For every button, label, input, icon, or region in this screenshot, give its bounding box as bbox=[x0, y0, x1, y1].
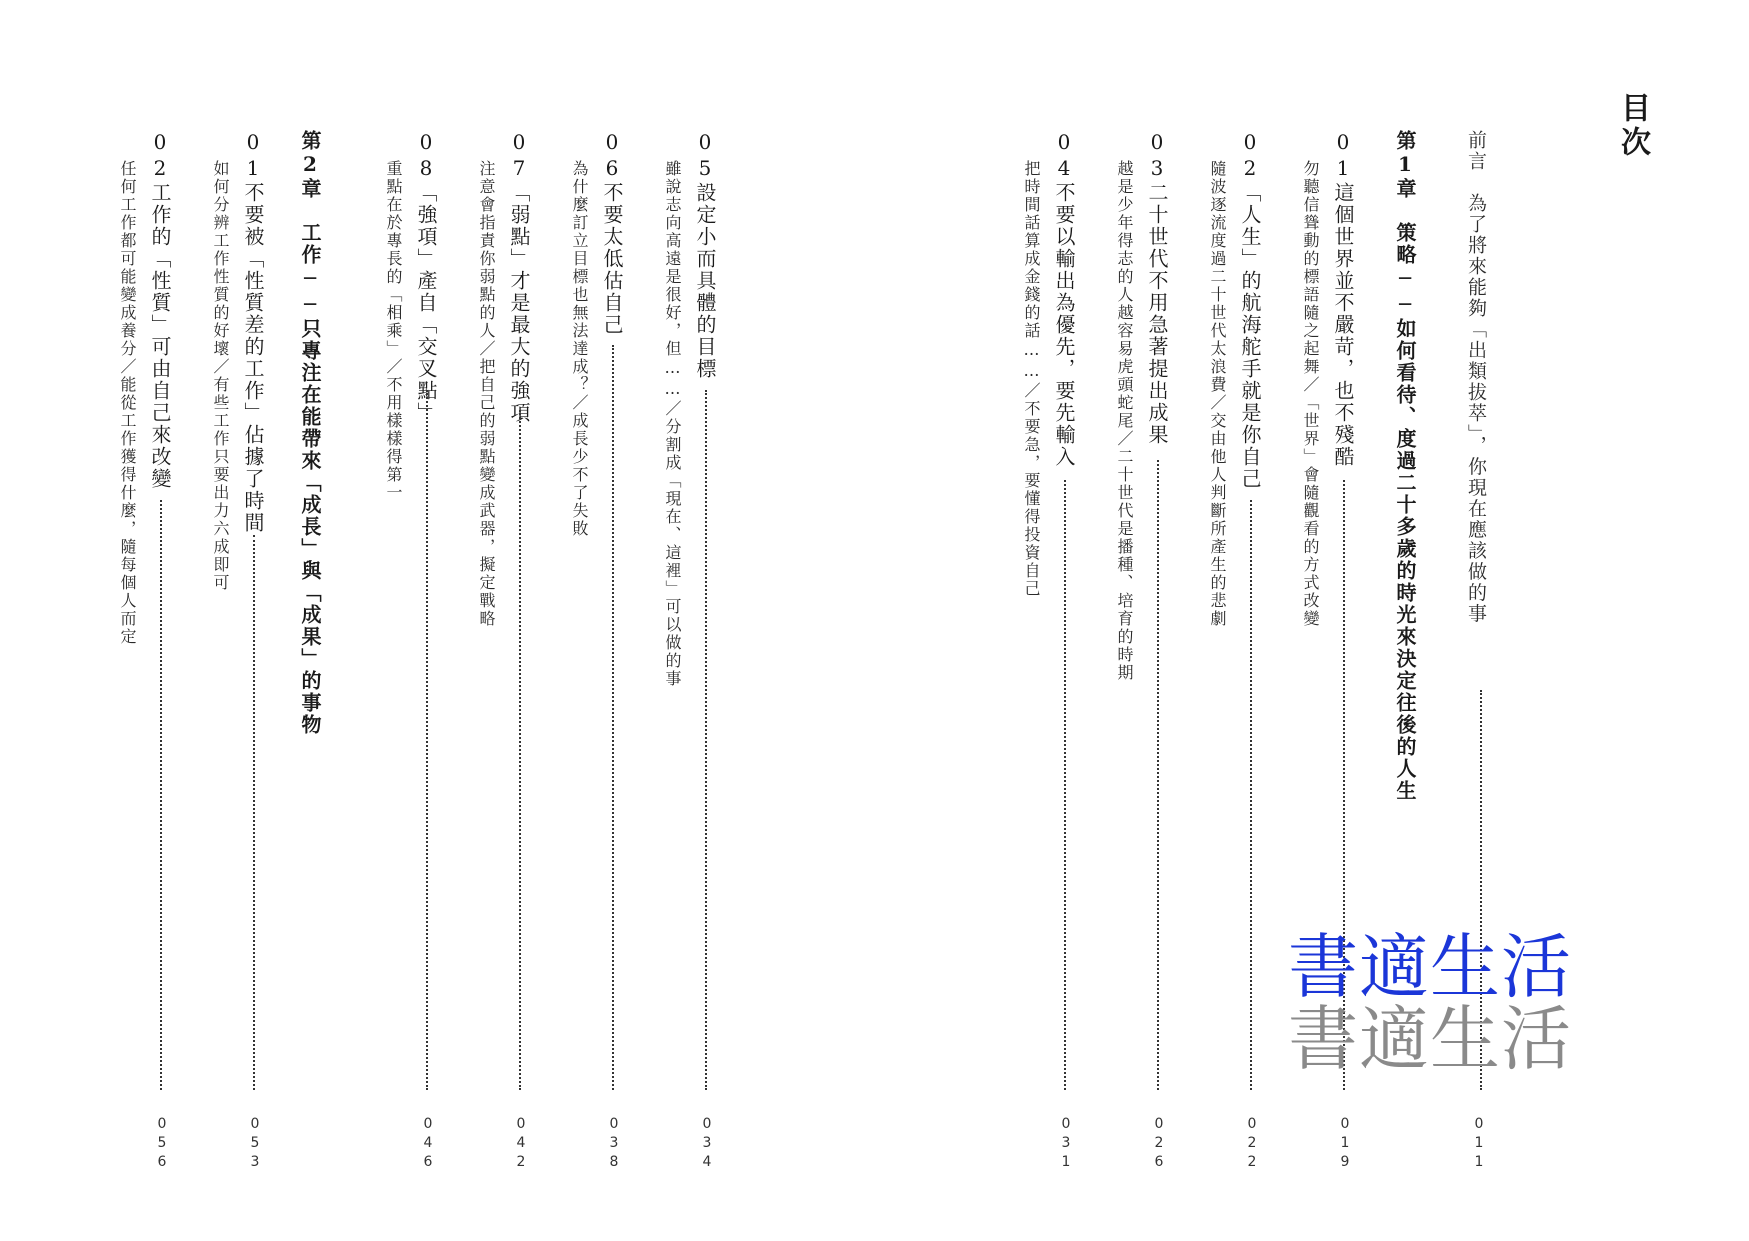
page-number: 026 bbox=[1151, 1116, 1167, 1173]
dotted-leader bbox=[1250, 500, 1252, 1090]
entry-title: 不要太低估自己 bbox=[600, 182, 624, 336]
entry-title: 「強項」產自「交叉點」 bbox=[414, 182, 438, 424]
toc-entry[interactable] bbox=[243, 130, 263, 534]
entry-number: 06 bbox=[600, 130, 624, 182]
toc-entry[interactable] bbox=[1240, 130, 1260, 490]
entry-number: 01 bbox=[1331, 130, 1355, 182]
entry-number: 02 bbox=[148, 130, 172, 182]
toc-preface[interactable] bbox=[1466, 130, 1485, 625]
page-number: 022 bbox=[1244, 1116, 1260, 1173]
page-number: 011 bbox=[1471, 1116, 1487, 1173]
entry-subtitle: 雖說志向高遠是很好，但……／分割成「現在、這裡」可以做的事 bbox=[663, 160, 682, 688]
entry-subtitle: 注意會指責你弱點的人／把自己的弱點變成武器，擬定戰略 bbox=[477, 160, 496, 628]
page-number: 038 bbox=[606, 1116, 622, 1173]
page-title: 目次 bbox=[1615, 92, 1650, 160]
entry-number: 01 bbox=[241, 130, 265, 182]
toc-entry[interactable] bbox=[150, 130, 170, 490]
entry-subtitle: 隨波逐流度過二十世代太浪費／交由他人判斷所產生的悲劇 bbox=[1208, 160, 1227, 628]
entry-subtitle: 勿聽信聳動的標語隨之起舞／「世界」會隨觀看的方式改變 bbox=[1301, 160, 1320, 628]
entry-number: 02 bbox=[1238, 130, 1262, 182]
entry-subtitle: 如何分辨工作性質的好壞／有些工作只要出力六成即可 bbox=[211, 160, 230, 592]
chapter-1-title: 策略──如何看待、度過二十多歲的時光來決定往後的人生 bbox=[1393, 222, 1417, 802]
entry-number: 03 bbox=[1145, 130, 1169, 182]
chapter-1-heading[interactable] bbox=[1395, 130, 1415, 802]
dotted-leader bbox=[253, 535, 255, 1090]
page-number: 031 bbox=[1058, 1116, 1074, 1173]
dotted-leader bbox=[1064, 480, 1066, 1090]
chapter-2-title: 工作──只專注在能帶來「成長」與「成果」的事物 bbox=[298, 222, 322, 736]
toc-entry[interactable] bbox=[416, 130, 436, 424]
preface-text: 為了將來能夠「出類拔萃」，你現在應該做的事 bbox=[1465, 193, 1487, 625]
entry-title: 「弱點」才是最大的強項 bbox=[507, 182, 531, 424]
publisher-watermark-shadow: 書適生活 bbox=[1288, 998, 1572, 1080]
toc-entry[interactable] bbox=[509, 130, 529, 424]
chapter-1-label: 第1章 bbox=[1393, 130, 1417, 200]
entry-number: 08 bbox=[414, 130, 438, 182]
chapter-2-label: 第2章 bbox=[298, 130, 322, 200]
entry-number: 07 bbox=[507, 130, 531, 182]
page-number: 056 bbox=[154, 1116, 170, 1173]
toc-entry[interactable] bbox=[1054, 130, 1074, 468]
chapter-2-heading[interactable] bbox=[300, 130, 320, 736]
entry-subtitle: 越是少年得志的人越容易虎頭蛇尾／二十世代是播種、培育的時期 bbox=[1115, 160, 1134, 682]
entry-subtitle: 任何工作都可能變成養分／能從工作獲得什麼，隨每個人而定 bbox=[118, 160, 137, 646]
preface-label: 前言 bbox=[1465, 130, 1487, 172]
entry-title: 不要以輸出為優先，要先輸入 bbox=[1052, 182, 1076, 468]
dotted-leader bbox=[705, 390, 707, 1090]
entry-title: 不要被「性質差的工作」佔據了時間 bbox=[241, 182, 265, 534]
entry-subtitle: 重點在於專長的「相乘」／不用樣樣得第一 bbox=[384, 160, 403, 502]
entry-title: 二十世代不用急著提出成果 bbox=[1145, 182, 1169, 446]
entry-subtitle: 把時間話算成金錢的話……／不要急，要懂得投資自己 bbox=[1022, 160, 1041, 598]
page-number: 034 bbox=[699, 1116, 715, 1173]
dotted-leader bbox=[1157, 460, 1159, 1090]
entry-number: 05 bbox=[693, 130, 717, 182]
entry-title: 設定小而具體的目標 bbox=[693, 182, 717, 380]
dotted-leader bbox=[612, 345, 614, 1090]
dotted-leader bbox=[426, 390, 428, 1090]
dotted-leader bbox=[160, 500, 162, 1090]
page-number: 046 bbox=[420, 1116, 436, 1173]
entry-subtitle: 為什麼訂立目標也無法達成？／成長少不了失敗 bbox=[570, 160, 589, 538]
page-number: 019 bbox=[1337, 1116, 1353, 1173]
dotted-leader bbox=[519, 410, 521, 1090]
toc-entry[interactable] bbox=[602, 130, 622, 336]
entry-number: 04 bbox=[1052, 130, 1076, 182]
entry-title: 「人生」的航海舵手就是你自己 bbox=[1238, 182, 1262, 490]
page-number: 042 bbox=[513, 1116, 529, 1173]
publisher-watermark: 書適生活 bbox=[1288, 926, 1572, 1008]
toc-entry[interactable] bbox=[1147, 130, 1167, 446]
entry-title: 這個世界並不嚴苛，也不殘酷 bbox=[1331, 182, 1355, 468]
page-number: 053 bbox=[247, 1116, 263, 1173]
toc-entry[interactable] bbox=[695, 130, 715, 380]
entry-title: 工作的「性質」可由自己來改變 bbox=[148, 182, 172, 490]
toc-entry[interactable] bbox=[1333, 130, 1353, 468]
